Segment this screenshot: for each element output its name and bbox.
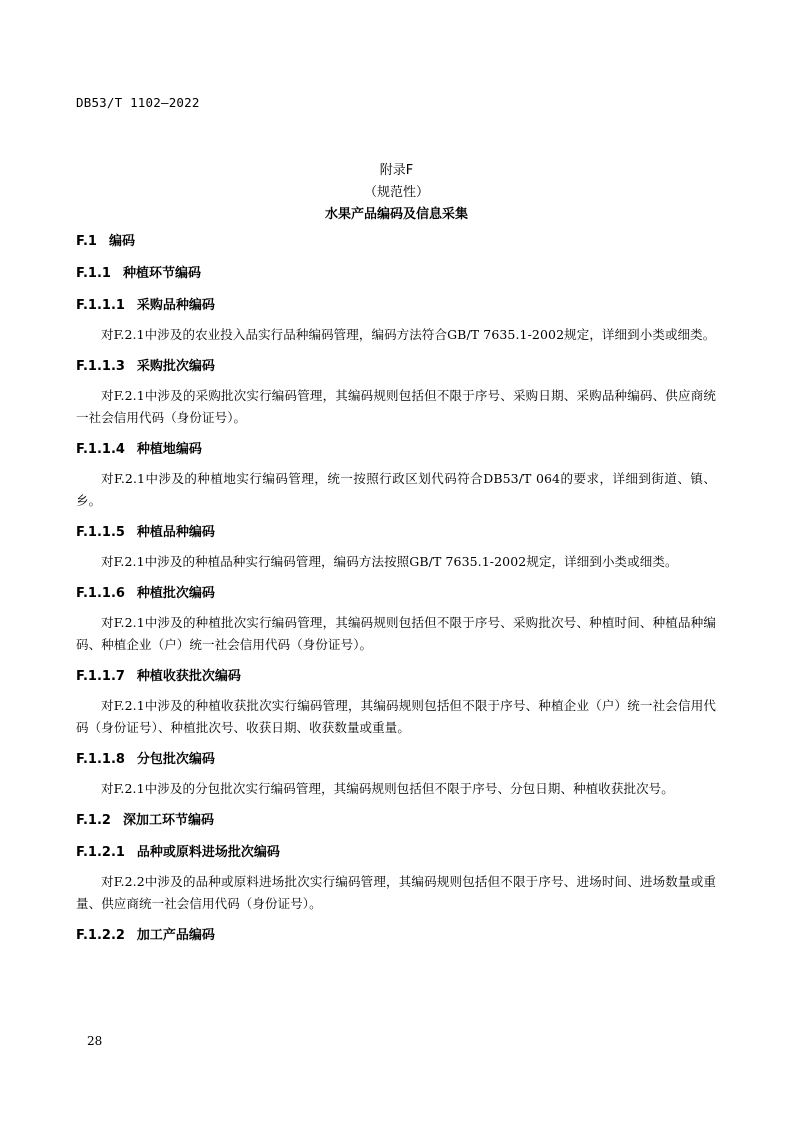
section-number: F.1.1.6 — [76, 586, 125, 601]
section-number: F.1.1.1 — [76, 298, 125, 313]
section-paragraph: 对F.2.1中涉及的种植批次实行编码管理，其编码规则包括但不限于序号、采购批次号、种植时间、种植品种编码、种植企业（户）统一社会信用代码（身份证号）。 — [76, 615, 716, 652]
section-heading — [76, 232, 716, 252]
section-paragraph: 对F.2.1中涉及的农业投入品实行品种编码管理，编码方法符合GB/T 7635.1-2002规定，详细到小类或细类。 — [101, 327, 716, 342]
section-title: 深加工环节编码 — [122, 813, 214, 828]
section-title: 品种或原料进场批次编码 — [136, 845, 280, 860]
section-title: 采购品种编码 — [136, 298, 215, 313]
section-heading — [76, 667, 716, 687]
appendix-label: 附录F — [379, 163, 414, 178]
section-number: F.1.1 — [76, 266, 111, 281]
section-title: 分包批次编码 — [136, 752, 215, 767]
section-heading — [76, 357, 716, 377]
section-heading — [76, 843, 716, 863]
section-paragraph: 对F.2.1中涉及的采购批次实行编码管理，其编码规则包括但不限于序号、采购日期、采购品种编码、供应商统一社会信用代码（身份证号）。 — [76, 388, 716, 425]
section-number: F.1.1.4 — [76, 442, 125, 457]
section-paragraph: 对F.2.1中涉及的种植地实行编码管理，统一按照行政区划代码符合DB53/T 064的要求，详细到街道、镇、乡。 — [76, 471, 716, 508]
section-heading — [76, 264, 716, 284]
section-title: 种植地编码 — [136, 442, 202, 457]
section-title: 种植环节编码 — [122, 266, 201, 281]
section-title: 种植品种编码 — [136, 525, 215, 540]
section-paragraph: 对F.2.2中涉及的品种或原料进场批次实行编码管理，其编码规则包括但不限于序号、进场时间、进场数量或重量、供应商统一社会信用代码（身份证号）。 — [76, 874, 716, 911]
appendix-title: 水果产品编码及信息采集 — [324, 207, 468, 222]
document-body — [76, 232, 716, 946]
section-title: 种植批次编码 — [136, 586, 215, 601]
section-paragraph: 对F.2.1中涉及的种植品种实行编码管理，编码方法按照GB/T 7635.1-2002规定，详细到小类或细类。 — [101, 554, 678, 569]
section-heading — [76, 523, 716, 543]
section-title: 加工产品编码 — [136, 928, 215, 943]
section-paragraph: 对F.2.1中涉及的种植收获批次实行编码管理，其编码规则包括但不限于序号、种植企业（户）统一社会信用代码（身份证号）、种植批次号、收获日期、收获数量或重量。 — [76, 698, 716, 735]
section-number: F.1.1.5 — [76, 525, 125, 540]
section-title: 采购批次编码 — [136, 359, 215, 374]
section-paragraph: 对F.2.1中涉及的分包批次实行编码管理，其编码规则包括但不限于序号、分包日期、种植收获批次号。 — [101, 781, 674, 796]
section-number: F.1.2 — [76, 813, 111, 828]
section-heading — [76, 584, 716, 604]
section-number: F.1.2.2 — [76, 928, 125, 943]
appendix-nature: （规范性） — [363, 185, 429, 200]
section-title: 种植收获批次编码 — [136, 669, 241, 684]
section-number: F.1 — [76, 234, 97, 249]
section-number: F.1.1.7 — [76, 669, 125, 684]
section-heading — [76, 440, 716, 460]
section-heading — [76, 811, 716, 831]
section-heading — [76, 296, 716, 316]
standard-code: DB53/T 1102—2022 — [76, 95, 200, 110]
section-number: F.1.2.1 — [76, 845, 125, 860]
section-number: F.1.1.8 — [76, 752, 125, 767]
appendix-heading — [0, 160, 793, 226]
section-heading — [76, 750, 716, 770]
section-heading — [76, 926, 716, 946]
section-title: 编码 — [108, 234, 135, 249]
section-number: F.1.1.3 — [76, 359, 125, 374]
page-number: 28 — [87, 1034, 103, 1048]
